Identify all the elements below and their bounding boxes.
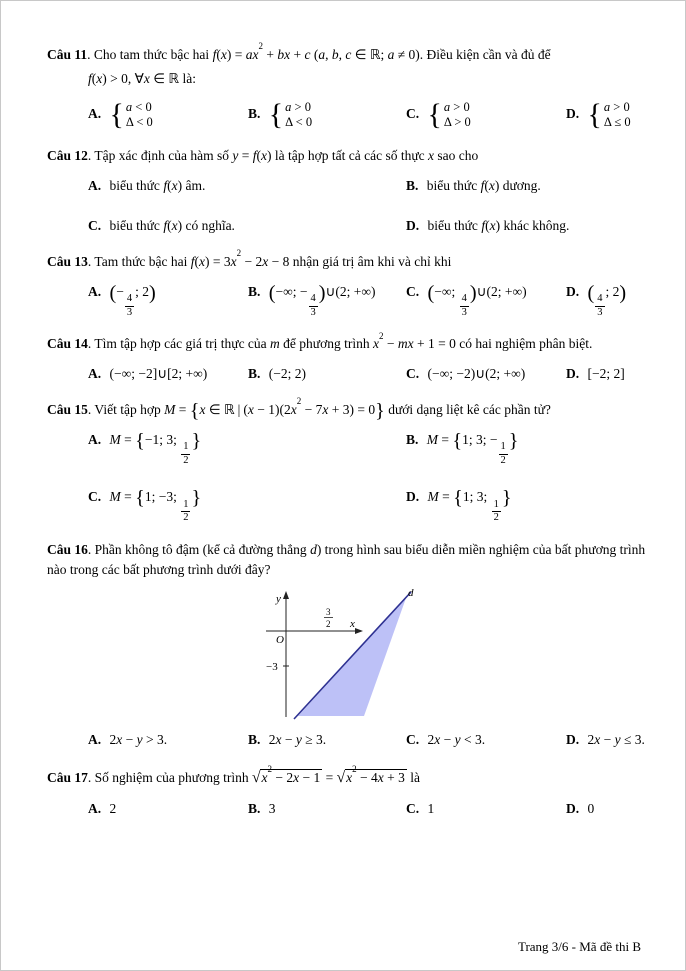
- question-stem: Câu 16. Phần không tô đậm (kể cả đường thẳng d) trong hình sau biểu diễn miền nghiệm của bất phương trình nào trong các bất phương trình dưới đây?: [47, 541, 646, 578]
- question-11: [47, 41, 647, 132]
- q16-figure: [47, 586, 647, 720]
- question-13: [47, 247, 647, 320]
- question-number: Câu 13: [47, 253, 88, 269]
- question-17: [47, 766, 647, 820]
- question-stem: Câu 17. Số nghiệm của phương trình $√x^2 - 2x - 1 = √x^2 - 4x + 3$ là: [47, 764, 420, 786]
- option-text: 3: [268, 800, 276, 816]
- option-text: { a < 0 Δ < 0: [109, 98, 153, 132]
- question-stem: Câu 13. Tam thức bậc hai $f(x) = 3x^2 - 2x - 8$ nhận giá trị âm khi và chỉ khi: [47, 247, 452, 269]
- option-C: [88, 487, 406, 524]
- option-text: (− $\frac{4}{3}$ ; 2): [109, 281, 156, 318]
- option-label: C.: [88, 218, 102, 234]
- option-text: 2x − y ≥ 3.: [268, 732, 327, 748]
- option-D: [566, 364, 647, 384]
- question-text: Viết tập hợp M = {x ∈ ℝ | $(x - 1)(2x^2 - 7x + 3) = 0$} dưới dạng liệt kê các phần tử?: [94, 396, 551, 422]
- question-stem: Câu 14. Tìm tập hợp các giá trị thực của m để phương trình $x^2$ − mx + 1 = 0 có hai nghiệm phân biệt.: [47, 330, 593, 352]
- option-text: (−∞; $\frac{4}{3}$ )∪(2; +∞): [427, 281, 527, 318]
- x-axis-arrow: [355, 628, 363, 634]
- option-text: [−2; 2]: [587, 366, 625, 382]
- question-stem: Câu 11. Cho tam thức bậc hai $f(x) = ax^2$ + bx + c (a, b, c ∈ ℝ; a ≠ 0). Điều kiện cần và đủ để: [47, 41, 551, 62]
- option-label: B.: [248, 800, 261, 816]
- option-label: D.: [566, 732, 580, 748]
- option-label: D.: [566, 106, 580, 122]
- question-text: Cho tam thức bậc hai $f(x) = ax^2$ + bx + c (a, b, c ∈ ℝ; a ≠ 0). Điều kiện cần và đủ để: [93, 41, 551, 62]
- option-text: 2x − y > 3.: [109, 732, 168, 748]
- question-text: Tam thức bậc hai $f(x) = 3x^2 - 2x - 8$ nhận giá trị âm khi và chỉ khi: [94, 247, 452, 269]
- option-C: [406, 100, 566, 131]
- q16-graph: [258, 586, 436, 720]
- option-text: { a > 0 Δ < 0: [268, 98, 313, 132]
- option-D: [566, 282, 647, 319]
- option-label: C.: [406, 106, 420, 122]
- option-C: [406, 730, 566, 750]
- option-A: [88, 730, 248, 750]
- question-14: [47, 330, 647, 385]
- option-A: [88, 430, 406, 467]
- options: [88, 799, 647, 819]
- option-text: 2: [109, 800, 117, 816]
- option-label: C.: [406, 366, 420, 382]
- option-label: C.: [406, 283, 420, 299]
- question-text: Tìm tập hợp các giá trị thực của m để phương trình $x^2$ − mx + 1 = 0 có hai nghiệm phân biệt.: [94, 330, 593, 352]
- option-A: [88, 176, 406, 196]
- option-label: D.: [406, 489, 420, 505]
- option-label: C.: [406, 800, 420, 816]
- question-number: Câu 16: [47, 541, 88, 557]
- question-text: Tập xác định của hàm số y = f(x) là tập hợp tất cả các số thực x sao cho: [94, 147, 479, 163]
- option-text: 2x − y ≤ 3.: [587, 732, 645, 748]
- option-B: [248, 799, 406, 819]
- option-C: [406, 282, 566, 319]
- question-number: Câu 15: [47, 401, 88, 417]
- question-16: [47, 540, 647, 751]
- question-15: [47, 396, 647, 525]
- page-number-text: Trang 3/6 - Mã đề thi B: [517, 938, 641, 954]
- option-label: B.: [248, 732, 261, 748]
- question-number: Câu 14: [47, 336, 88, 352]
- options: [88, 730, 647, 750]
- option-A: [88, 282, 248, 319]
- option-C: [406, 364, 566, 384]
- option-label: A.: [88, 366, 102, 382]
- option-D: [566, 799, 647, 819]
- option-text: biểu thức f(x) khác không.: [427, 218, 570, 234]
- option-B: [248, 364, 406, 384]
- option-text: 1: [427, 800, 435, 816]
- option-label: D.: [566, 366, 580, 382]
- option-D: [566, 100, 647, 131]
- question-text-line2: f(x) > 0, ∀x ∈ ℝ là:: [88, 71, 196, 87]
- option-text: (−∞; −2]∪[2; +∞): [109, 366, 208, 382]
- option-D: [566, 730, 647, 750]
- option-label: A.: [88, 732, 102, 748]
- x-axis-label: x: [350, 618, 355, 631]
- origin-label: O: [276, 634, 284, 647]
- option-text: { a > 0 Δ ≤ 0: [587, 98, 631, 132]
- option-B: [248, 282, 406, 319]
- question-text: Số nghiệm của phương trình $√x^2 - 2x - 1 = √x^2 - 4x + 3$ là: [94, 764, 420, 786]
- x-intercept-numerator: 3: [326, 607, 331, 618]
- option-D: [406, 487, 647, 524]
- option-A: [88, 799, 248, 819]
- option-label: D.: [566, 283, 580, 299]
- question-stem: Câu 12. Tập xác định của hàm số y = f(x) là tập hợp tất cả các số thực x sao cho: [47, 147, 479, 163]
- option-label: C.: [406, 732, 420, 748]
- option-label: D.: [406, 218, 420, 234]
- option-text: biểu thức f(x) có nghĩa.: [109, 218, 235, 234]
- line-d-label: d: [408, 587, 414, 600]
- question-number: Câu 17: [47, 769, 88, 785]
- question-12: [47, 146, 647, 237]
- option-A: [88, 364, 248, 384]
- option-C: [88, 216, 406, 236]
- option-text: biểu thức f(x) dương.: [426, 178, 541, 193]
- options: [88, 100, 647, 131]
- option-label: A.: [88, 106, 102, 122]
- page-footer: [47, 937, 647, 957]
- question-list: [47, 41, 647, 834]
- option-B: [248, 100, 406, 131]
- question-text: Phần không tô đậm (kể cả đường thẳng d) trong hình sau biểu diễn miền nghiệm của bất phương trình nào trong các bất phương trình dưới đây?: [47, 541, 646, 578]
- option-text: M = {1; 3; − $\frac{1}{2}$ }: [426, 429, 519, 466]
- option-label: C.: [88, 489, 102, 505]
- option-C: [406, 799, 566, 819]
- y-intercept-label: −3: [266, 661, 278, 674]
- option-text: 0: [587, 800, 595, 816]
- question-stem: Câu 15. Viết tập hợp M = {x ∈ ℝ | $(x - 1)(2x^2 - 7x + 3) = 0$} dưới dạng liệt kê các phần tử?: [47, 396, 551, 422]
- option-D: [406, 216, 647, 236]
- option-label: B.: [406, 431, 419, 447]
- option-B: [406, 430, 647, 467]
- option-B: [406, 176, 647, 196]
- options: [88, 282, 647, 319]
- option-text: (−2; 2): [268, 366, 306, 382]
- option-text: { a > 0 Δ > 0: [427, 98, 471, 132]
- options: [88, 176, 647, 237]
- y-axis-label: y: [276, 593, 281, 606]
- option-label: D.: [566, 800, 580, 816]
- option-text: biểu thức f(x) âm.: [109, 178, 206, 193]
- x-intercept-denominator: 2: [326, 619, 331, 630]
- option-A: [88, 100, 248, 131]
- option-label: A.: [88, 178, 102, 193]
- option-label: B.: [406, 178, 419, 193]
- options: [88, 364, 647, 384]
- option-text: (−∞; −2)∪(2; +∞): [427, 366, 526, 382]
- option-text: M = {−1; 3; $\frac{1}{2}$ }: [109, 429, 202, 466]
- option-text: M = {1; 3; $\frac{1}{2}$ }: [427, 487, 512, 524]
- option-text: (−∞; − $\frac{4}{3}$ )∪(2; +∞): [268, 281, 376, 318]
- option-label: A.: [88, 431, 102, 447]
- option-label: B.: [248, 283, 261, 299]
- question-number: Câu 12: [47, 147, 88, 163]
- option-label: B.: [248, 366, 261, 382]
- options: [88, 430, 647, 525]
- option-text: ( $\frac{4}{3}$ ; 2): [587, 281, 627, 318]
- option-text: 2x − y < 3.: [427, 732, 486, 748]
- question-number: Câu 11: [47, 47, 88, 62]
- option-B: [248, 730, 406, 750]
- option-text: M = {1; −3; $\frac{1}{2}$ }: [109, 487, 202, 524]
- option-label: A.: [88, 800, 102, 816]
- option-label: A.: [88, 283, 102, 299]
- option-label: B.: [248, 106, 261, 122]
- y-axis-arrow: [283, 591, 289, 599]
